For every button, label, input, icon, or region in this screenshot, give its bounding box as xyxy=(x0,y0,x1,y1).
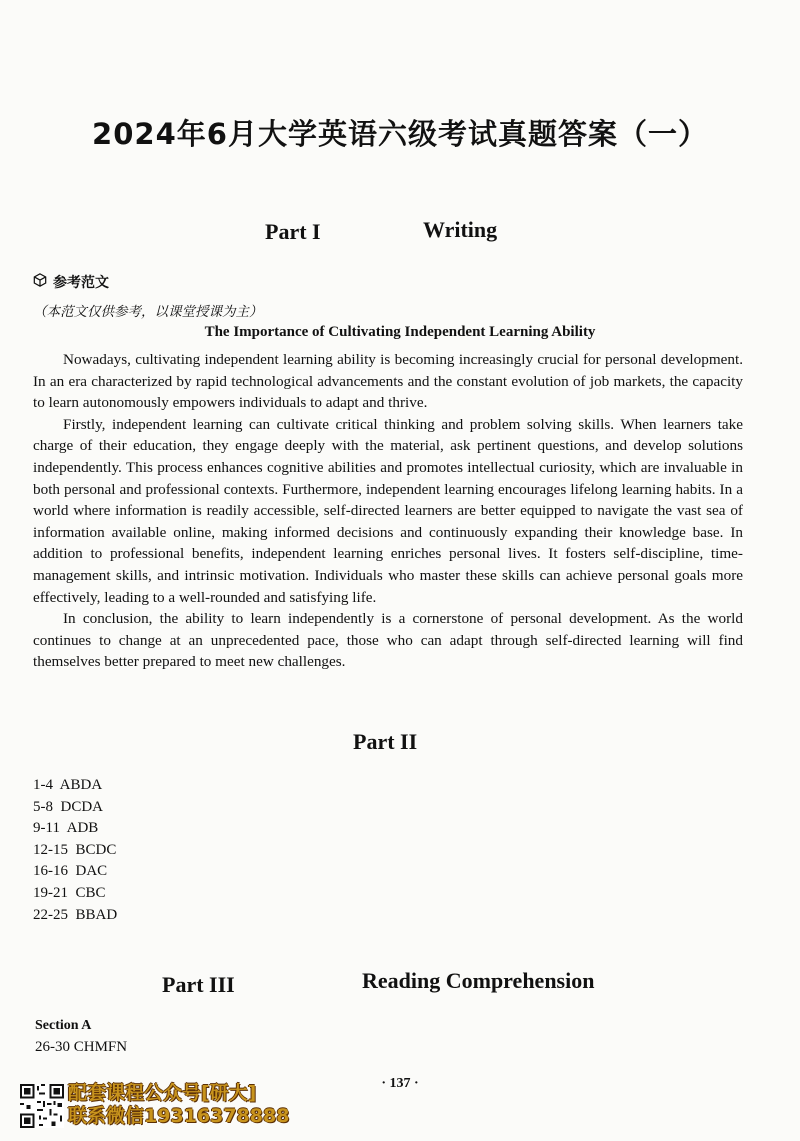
promo-watermark xyxy=(68,1082,289,1128)
reference-note: （本范文仅供参考，以课堂授课为主） xyxy=(33,304,263,320)
part3-label: Part III xyxy=(162,972,235,997)
answer-row: 9-11 ADB xyxy=(33,820,99,837)
part1-name: Writing xyxy=(423,217,498,242)
promo-line-2: 联系微信19316378888 xyxy=(68,1105,290,1127)
section-a-label: Section A xyxy=(35,1018,92,1033)
essay-paragraph: Nowadays, cultivating independent learning ability is becoming increasingly crucial for personal development. In an era characterized by rapid technological advancements and the constant evolution of job markets, the capacity to learn autonomously empowers individuals to adapt and thrive. xyxy=(33,351,743,412)
essay-paragraph: Firstly, independent learning can cultivate critical thinking and problem solving skills. When learners take charge of their education, they engage deeply with the material, ask pertinent questions, and develop solutions independently. This process enhances cognitive abilities and promotes intellectual curiosity, which are invaluable in both personal and professional contexts. Furthermore, independent learning encourages lifelong learning habits. In a world where information is readily accessible, self-directed learners are better equipped to navigate the vast sea of information available online, making informed decisions and continuously expanding their knowledge base. In addition to professional benefits, independent learning enriches personal lives. It fosters self-discipline, time-management skills, and intrinsic motivation. Individuals who master these skills can achieve personal goals more effectively, leading to a well-rounded and satisfying life. xyxy=(33,415,743,606)
part1-label: Part I xyxy=(265,219,321,244)
part3-name: Reading Comprehension xyxy=(362,968,595,993)
page-number: · 137 · xyxy=(381,1076,419,1091)
part2-answer-list xyxy=(33,775,117,926)
part2-label: Part II xyxy=(353,729,418,754)
answer-row: 19-21 CBC xyxy=(33,884,106,901)
answer-row: 12-15 BCDC xyxy=(33,841,117,858)
section-a-answer: 26-30 CHMFN xyxy=(35,1039,128,1055)
answer-row: 5-8 DCDA xyxy=(33,798,103,815)
qr-code-icon xyxy=(20,1084,64,1128)
reference-label xyxy=(33,272,109,292)
answer-row: 22-25 BBAD xyxy=(33,906,118,923)
reference-label-text: 参考范文 xyxy=(53,275,109,291)
answer-row: 16-16 DAC xyxy=(33,863,108,880)
page-title: 2024年6月大学英语六级考试真题答案（一） xyxy=(92,117,708,151)
answer-row: 1-4 ABDA xyxy=(33,777,103,793)
cube-icon xyxy=(33,273,47,291)
essay-body xyxy=(33,349,743,673)
essay-paragraph: In conclusion, the ability to learn independently is a cornerstone of personal development. As the world continues to change at an unprecedented pace, those who can adapt through self-directed learning will find themselves better prepared to meet new challenges. xyxy=(33,610,743,671)
essay-title: The Importance of Cultivating Independent Learning Ability xyxy=(204,324,596,340)
promo-line-1: 配套课程公众号[研大] xyxy=(68,1082,257,1104)
